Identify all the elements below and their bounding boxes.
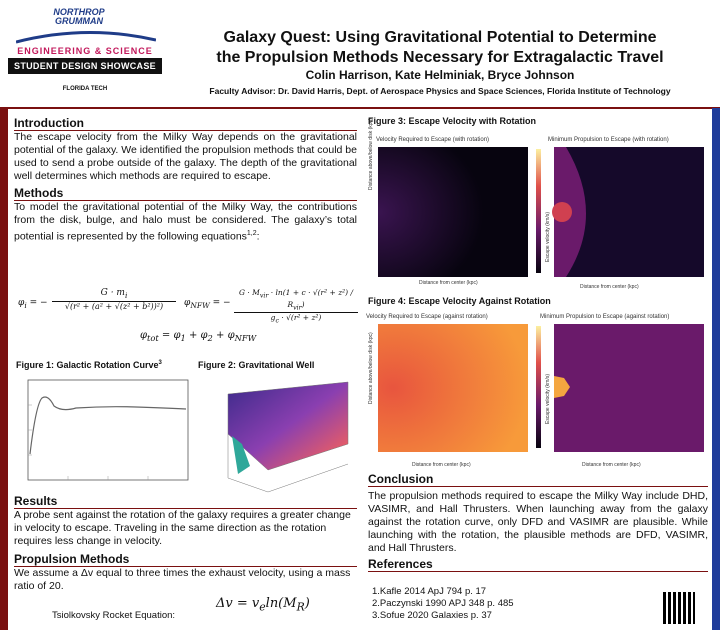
rocket-eq-sub: e [259, 600, 266, 614]
results-text: A probe sent against the rotation of the galaxy requires a greater change in velocity to escape. Traveling in the same direction as the rotation requires less change in velocity. [14, 509, 351, 547]
fig2-gravitational-well [198, 374, 358, 496]
logo-brand-line2: GRUMMAN [55, 16, 103, 26]
equations-block [18, 288, 358, 348]
fig2-heading: Figure 2: Gravitational Well [198, 360, 315, 370]
fig3-heading: Figure 3: Escape Velocity with Rotation [368, 116, 537, 126]
fig4-plots [366, 322, 710, 462]
propulsion-text: We assume a Δv equal to three times the exhaust velocity, using a mass ratio of 20. [14, 567, 351, 592]
reference-item: 3.Sofue 2020 Galaxies p. 37 [372, 610, 492, 621]
eq3-term3: + φ [212, 330, 235, 341]
fig3-cbar-label: Escape velocity (km/s) [545, 211, 551, 262]
fig3-left-title: Velocity Required to Escape (with rotation) [376, 137, 490, 143]
eq3-sub2: 2 [207, 333, 213, 343]
eq3-term2: + φ [185, 330, 208, 341]
left-accent-bar [0, 108, 8, 630]
eq1-fraction [52, 288, 176, 311]
results-heading: Results [14, 494, 357, 509]
eq3-lhs-sub: tot [147, 333, 159, 343]
eq3-sub1: 1 [180, 333, 186, 343]
eq2-num-rest-sub: vir [293, 304, 302, 311]
eq2-num-sub: vir [259, 292, 269, 300]
fig3-right-xlabel: Distance from center (kpc) [580, 284, 639, 290]
eq1-num: G · m [100, 288, 125, 298]
fig4-left-heatmap [378, 324, 528, 452]
eq1-denominator: √(r² + (a² + √(z² + b²))²) [64, 301, 164, 311]
rocket-eq-label: Tsiolkovsky Rocket Equation: [52, 610, 176, 621]
fig2-axis-y [268, 464, 348, 492]
eq2-den: g [270, 313, 276, 322]
eq2-lhs-sub: NFW [190, 300, 210, 310]
fig1-citation: 3 [158, 360, 162, 366]
poster-header [0, 0, 720, 108]
eq2-num: G · M [239, 288, 260, 297]
eq2-numerator: $G \cdot M_{vir} \cdot \ln(1 + c \cdot √(r^2 + z^2) / R_{vir})$ [234, 288, 358, 313]
fig2-axis-x [228, 478, 268, 492]
header-divider [0, 107, 720, 109]
reference-item: 1.Kafle 2014 ApJ 794 p. 17 [372, 586, 487, 597]
fig3-left-heatmap [378, 147, 528, 277]
methods-citation: 1,2 [246, 230, 257, 237]
eq1-lhs-sub: i [24, 300, 27, 310]
rocket-equation [216, 596, 310, 614]
left-column [14, 116, 357, 244]
logo-showcase-banner: STUDENT DESIGN SHOWCASE [8, 58, 162, 74]
fig4-left-colorbar [536, 326, 541, 448]
fig1-plot-frame [28, 380, 188, 480]
fig4-left-title: Velocity Required to Escape (against rotation) [366, 314, 488, 320]
eq2-den-rest: · √(r² + z²) [278, 313, 322, 322]
authors: Colin Harrison, Kate Helminiak, Bryce Johnson [305, 68, 575, 82]
rocket-eq-main: Δv = v [216, 596, 260, 611]
fig4-left-ylabel: Distance above/below disk (kpc) [368, 332, 374, 404]
fig1-rotation-curve [16, 374, 192, 492]
eq3-term1: = φ [158, 330, 181, 341]
eq2-fraction [234, 288, 358, 325]
title-line-1: Galaxy Quest: Using Gravitational Potential to Determine [223, 29, 657, 46]
references-heading: References [368, 557, 708, 572]
rocket-eq-close: ) [304, 596, 310, 611]
poster-title [170, 28, 710, 68]
fig1-heading-text: Figure 1: Galactic Rotation Curve [16, 360, 159, 370]
eq2-num-rest: · ln(1 + c · √(r² + z²) / R [268, 288, 353, 309]
logo-swoosh-icon [16, 30, 156, 46]
methods-text-end: : [256, 230, 260, 243]
intro-text: The escape velocity from the Milky Way depends on the gravitational potential of the galaxy. We identified the propulsion methods that could be used to send a probe outside of the galaxy. The depth of the gravitational well determines which methods are required to escape. [14, 131, 357, 182]
faculty-advisor: Faculty Advisor: Dr. David Harris, Dept. of Aerospace Physics and Space Sciences, Florida Institute of Technology [209, 86, 671, 96]
eq1-lhs: φ [18, 298, 25, 308]
methods-text-body: To model the gravitational potential of the Milky Way, the contributions from the disk, bulge, and halo must be considered. The galaxy’s total potential is represented by the following equations [14, 201, 357, 243]
fig4-right-title: Minimum Propulsion to Escape (against rotation) [540, 314, 670, 320]
rocket-eq-sub2: R [296, 600, 305, 614]
eq2-denominator [234, 313, 358, 325]
fig3-right-title: Minimum Propulsion to Escape (with rotation) [548, 137, 669, 143]
fig4-heading: Figure 4: Escape Velocity Against Rotation [368, 296, 551, 306]
logo-brand-line1: NORTHROP [53, 7, 105, 17]
logo-school: FLORIDA TECH [62, 86, 108, 92]
intro-heading: Introduction [14, 116, 357, 131]
lower-left-column [14, 494, 357, 593]
eq2-lhs: φ [184, 298, 191, 308]
conclusion-heading: Conclusion [368, 472, 708, 487]
fig4-cbar-label: Escape velocity (km/s) [545, 373, 551, 424]
equation-total [140, 330, 256, 343]
eq1-numerator [52, 288, 176, 302]
fig4-right-map-bg [554, 324, 704, 452]
right-accent-bar [712, 108, 720, 630]
fig3-left-colorbar [536, 149, 541, 273]
reference-item: 2.Paczynski 1990 APJ 348 p. 485 [372, 598, 514, 609]
references-list [372, 586, 514, 622]
fig3-left-ylabel: Distance above/below disk (kpc) [368, 118, 374, 190]
showcase-logo [6, 6, 164, 102]
northrop-grumman-logo [44, 8, 114, 26]
fig1-heading [16, 360, 162, 370]
fig4-left-xlabel: Distance from center (kpc) [412, 462, 471, 468]
conclusion-text: The propulsion methods required to escape the Milky Way include DHD, VASIMR, and Hall Thrusters. When launching away from the galaxy against the rotation curve, only DFD and VASIMR are plausible. While launching with the rotation, the plausible methods are DFD, VASIMR, and Hall Thrusters. [368, 490, 708, 554]
fig3-plots [366, 145, 710, 293]
methods-heading: Methods [14, 186, 357, 201]
eq1-num-sub: i [124, 290, 128, 300]
methods-text [14, 201, 357, 244]
equation-disk: $\varphi_i$ = − [18, 298, 48, 310]
conclusion-section [368, 472, 708, 572]
logo-tagline: ENGINEERING & SCIENCE [17, 46, 153, 56]
fig3-right-core [552, 202, 572, 222]
eq3-sub3: NFW [234, 333, 257, 343]
equation-nfw: $\varphi_{NFW}$ = − [184, 298, 231, 310]
title-line-2: the Propulsion Methods Necessary for Extragalactic Travel [216, 49, 664, 66]
rocket-eq-ln: ln(M [265, 596, 297, 611]
eq3-lhs: φ [140, 330, 148, 341]
propulsion-heading: Propulsion Methods [14, 552, 357, 567]
fig4-right-xlabel: Distance from center (kpc) [582, 462, 641, 468]
eq2-den-sub: c [275, 317, 279, 325]
qr-code[interactable] [663, 592, 695, 624]
fig3-left-xlabel: Distance from center (kpc) [419, 280, 478, 286]
